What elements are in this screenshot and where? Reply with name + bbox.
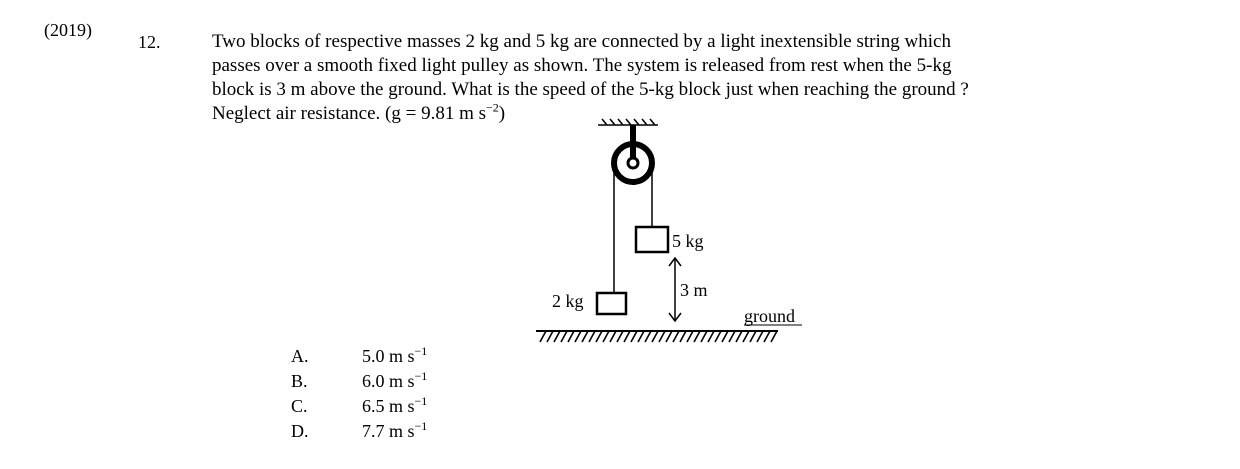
question-line-4-exponent: −2	[486, 100, 499, 115]
label-height: 3 m	[680, 280, 708, 300]
ceiling-support	[598, 119, 658, 125]
ground-hatch-mark	[771, 331, 777, 342]
label-2kg: 2 kg	[552, 291, 584, 311]
option-c-value	[362, 394, 427, 419]
ground-hatch-mark	[666, 331, 672, 342]
option-c-text: 6.5 m s	[362, 396, 415, 416]
ground-hatch-mark	[554, 331, 560, 342]
label-ground: ground	[744, 306, 795, 326]
option-a-exponent: −1	[414, 344, 428, 358]
option-c-letter: C.	[291, 396, 308, 416]
ground-hatch	[540, 331, 777, 342]
block-2kg	[597, 293, 626, 314]
ground-hatch-mark	[645, 331, 651, 342]
ground-hatch-mark	[617, 331, 623, 342]
option-a[interactable]	[291, 344, 427, 369]
question-line-3: block is 3 m above the ground. What is the speed of the 5-kg block just when reaching the ground ?	[212, 79, 969, 100]
ground-hatch-mark	[610, 331, 616, 342]
label-5kg: 5 kg	[672, 231, 704, 251]
option-a-value	[362, 344, 427, 369]
ground-hatch-mark	[589, 331, 595, 342]
ground-hatch-mark	[547, 331, 553, 342]
ground-hatch-mark	[736, 331, 742, 342]
question-text	[212, 30, 1092, 126]
ground-hatch-mark	[575, 331, 581, 342]
option-b[interactable]	[291, 369, 427, 394]
ground-hatch-mark	[596, 331, 602, 342]
ground-hatch-mark	[757, 331, 763, 342]
question-line-1: Two blocks of respective masses 2 kg and 5 kg are connected by a light inextensible string which	[212, 31, 951, 52]
option-b-text: 6.0 m s	[362, 371, 415, 391]
ground-hatch-mark	[631, 331, 637, 342]
pulley-hub	[628, 158, 638, 168]
ground-hatch-mark	[603, 331, 609, 342]
ground-hatch-mark	[694, 331, 700, 342]
answer-options	[291, 344, 427, 444]
ground-hatch-mark	[638, 331, 644, 342]
ground-hatch-mark	[673, 331, 679, 342]
ground-hatch-mark	[568, 331, 574, 342]
option-a-text: 5.0 m s	[362, 346, 415, 366]
option-d-letter: D.	[291, 421, 309, 441]
question-line-2: passes over a smooth fixed light pulley as shown. The system is released from rest when the 5-kg	[212, 55, 952, 76]
option-a-letter: A.	[291, 346, 309, 366]
ground-hatch-mark	[659, 331, 665, 342]
option-c-exponent: −1	[414, 394, 428, 408]
option-b-letter: B.	[291, 371, 308, 391]
ground-hatch-mark	[764, 331, 770, 342]
question-line-4-end: )	[498, 103, 506, 124]
option-b-value	[362, 369, 427, 394]
ground-hatch-mark	[729, 331, 735, 342]
option-d-value	[362, 419, 427, 444]
ground-hatch-mark	[701, 331, 707, 342]
question-number: 12.	[138, 32, 161, 52]
question-year: (2019)	[44, 20, 92, 40]
ground-hatch-mark	[624, 331, 630, 342]
ground-hatch-mark	[561, 331, 567, 342]
ground-hatch-mark	[687, 331, 693, 342]
option-d[interactable]	[291, 419, 427, 444]
option-d-exponent: −1	[414, 419, 428, 433]
ground-hatch-mark	[540, 331, 546, 342]
pulley-diagram	[530, 115, 820, 347]
option-c[interactable]	[291, 394, 427, 419]
ground-hatch-mark	[743, 331, 749, 342]
ground-hatch-mark	[582, 331, 588, 342]
ground-hatch-mark	[722, 331, 728, 342]
ground-hatch-mark	[708, 331, 714, 342]
question-line-4-text: Neglect air resistance. (g = 9.81 m s	[212, 103, 486, 124]
ground-hatch-mark	[680, 331, 686, 342]
ground-hatch-mark	[715, 331, 721, 342]
ground-hatch-mark	[652, 331, 658, 342]
ground-hatch-mark	[750, 331, 756, 342]
option-d-text: 7.7 m s	[362, 421, 415, 441]
block-5kg	[636, 227, 668, 252]
option-b-exponent: −1	[414, 369, 428, 383]
